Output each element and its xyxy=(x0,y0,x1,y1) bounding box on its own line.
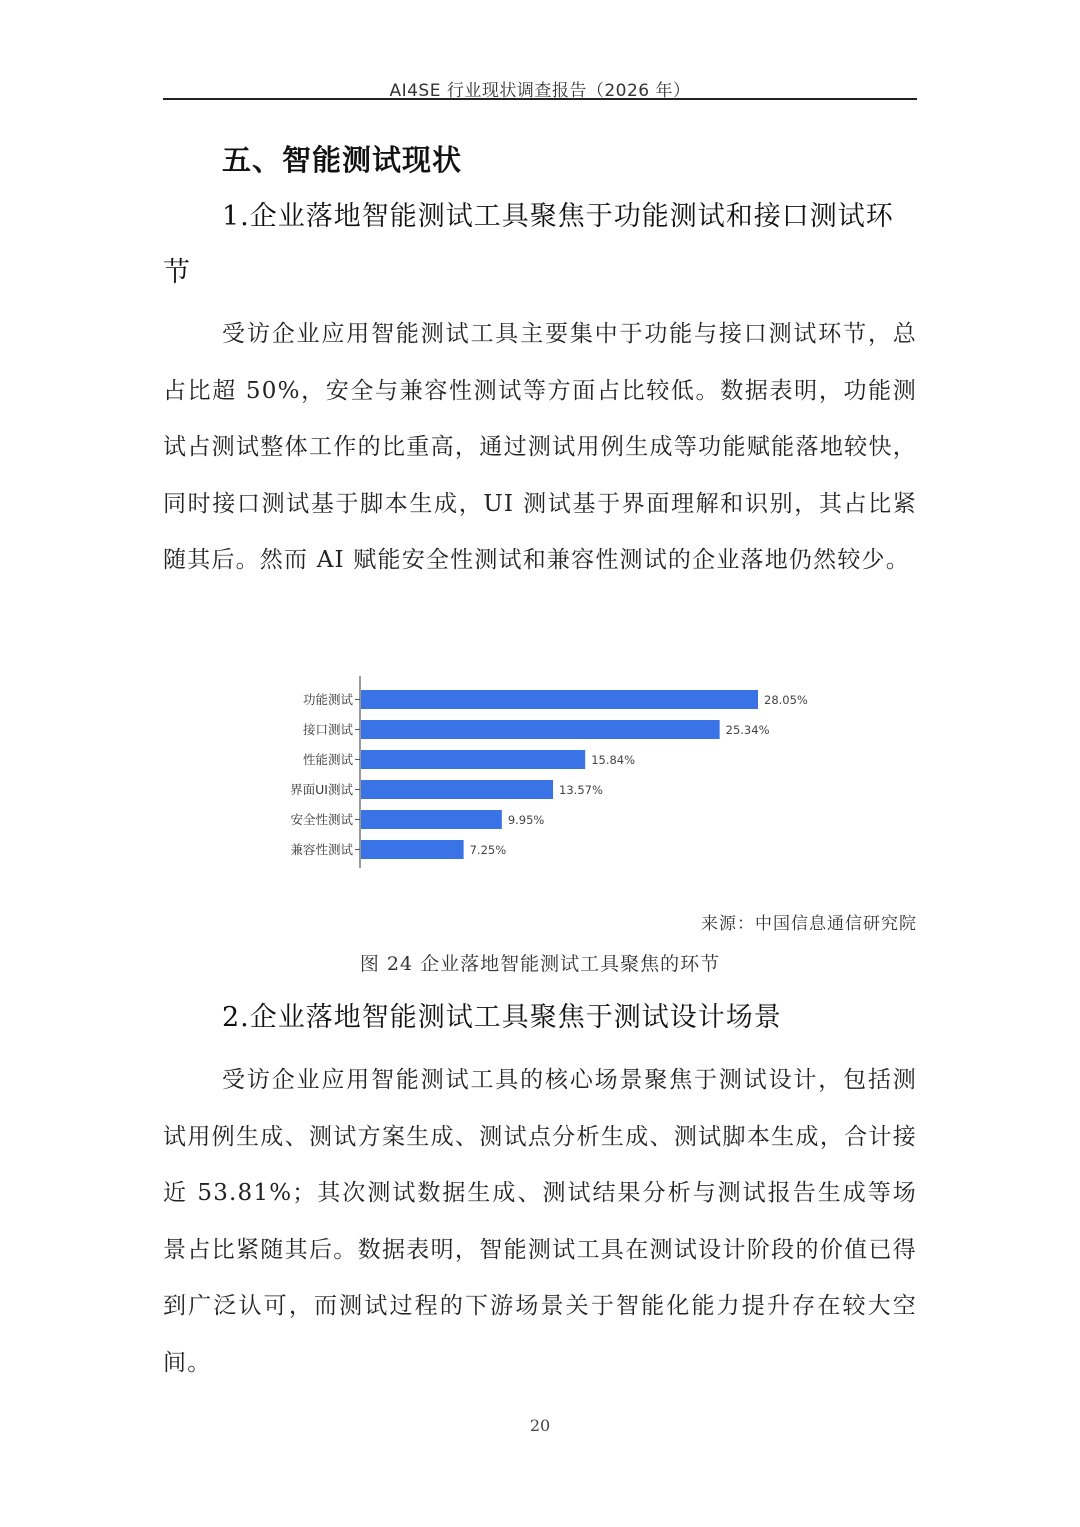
chart-value-label: 9.95% xyxy=(507,813,545,827)
chart-category-label: 功能测试 xyxy=(302,692,353,707)
chart-bar xyxy=(361,690,758,709)
chart-value-label: 15.84% xyxy=(591,753,636,767)
chart-category-label: 兼容性测试 xyxy=(290,842,353,857)
chart-category-label: 界面UI测试 xyxy=(290,782,353,797)
chart-category-label: 性能测试 xyxy=(302,752,353,767)
chart-category-label: 接口测试 xyxy=(302,722,353,737)
subsection-heading-1: 1.企业落地智能测试工具聚焦于功能测试和接口测试环节 xyxy=(163,201,894,288)
bar-chart-svg xyxy=(270,674,830,889)
page-number: 20 xyxy=(529,1416,551,1435)
chart-value-label: 28.05% xyxy=(764,693,808,707)
section-title: 五、智能测试现状 xyxy=(222,143,463,177)
chart-bar xyxy=(361,810,502,829)
body-paragraph-2: 受访企业应用智能测试工具的核心场景聚焦于测试设计，包括测试用例生成、测试方案生成、测试点分析生成、测试脚本生成，合计接近 53.81%；其次测试数据生成、测试结果分析与测试报告生成等场景占比紧随其后。数据表明，智能测试工具在测试设计阶段的价值已得到广泛认可，而测试过程的下游场景关于智能化能力提升存在较大空间。 xyxy=(163,1067,917,1376)
subsection-heading-2: 2.企业落地智能测试工具聚焦于测试设计场景 xyxy=(222,1002,782,1033)
chart-bar xyxy=(361,840,464,859)
chart-bar xyxy=(361,750,585,769)
header-divider xyxy=(163,98,917,100)
running-header: AI4SE 行业现状调查报告（2026 年） xyxy=(389,81,691,101)
chart-bar xyxy=(361,720,720,739)
chart-bar xyxy=(361,780,553,799)
chart-category-label: 安全性测试 xyxy=(290,812,353,827)
body-paragraph-1: 受访企业应用智能测试工具主要集中于功能与接口测试环节，总占比超 50%，安全与兼容性测试等方面占比较低。数据表明，功能测试占测试整体工作的比重高，通过测试用例生成等功能赋能落地较快，同时接口测试基于脚本生成，UI 测试基于界面理解和识别，其占比紧随其后。然而 AI 赋能安全性测试和兼容性测试的企业落地仍然较少。 xyxy=(163,321,917,574)
chart-value-label: 13.57% xyxy=(559,783,603,797)
bar-chart xyxy=(270,674,830,889)
figure-caption: 图 24 企业落地智能测试工具聚焦的环节 xyxy=(359,953,721,975)
chart-value-label: 7.25% xyxy=(469,843,507,857)
chart-value-label: 25.34% xyxy=(725,723,770,737)
figure-source: 来源：中国信息通信研究院 xyxy=(701,914,917,934)
